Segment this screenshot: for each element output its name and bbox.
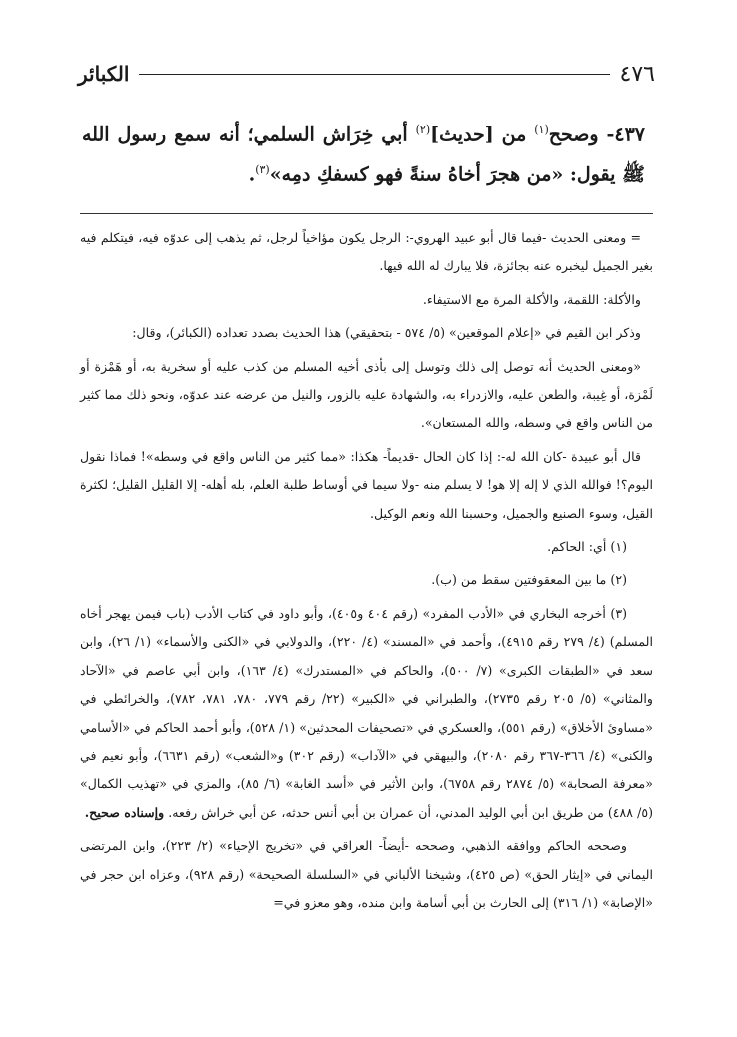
footnote-3 — [80, 600, 653, 827]
hadith-text-part3: أبي خِرَاش السلمي؛ أنه سمع رسول الله ﷺ يقول: «من هجرَ أخاهُ سنةً فهو كسفكِ دمِه» — [82, 123, 645, 186]
note-paragraph-2: والأكلة: اللقمة، والأكلة المرة مع الاستيفاء. — [422, 291, 641, 307]
page-number: ٤٧٦ — [619, 61, 655, 87]
note-paragraph-3: وذكر ابن القيم في «إعلام الموقعين» (٥/ ٥٧٤ - بتحقيقي) هذا الحديث بصدد تعداده (الكبائر)، وقال: — [132, 325, 641, 341]
page-header — [78, 54, 655, 94]
hadith-text — [82, 112, 645, 193]
footnote-3-verdict: وإسناده صحيح. — [84, 804, 165, 820]
note-paragraph-6: وصححه الحاكم ووافقه الذهبي، وصححه -أيضاً- العراقي في «تخريج الإحياء» (٢/ ٢٢٣)، وابن المرتضى اليماني في «إيثار الحق» (ص ٤٢٥)، وشيخنا الألباني في «السلسلة الصحيحة» (رقم ٩٢٨)، وعزاه ابن حجر في «الإصابة» (١/ ٣١٦) إلى الحارث بن أبي أسامة وابن منده، وهو معزو في= — [80, 838, 654, 910]
note-paragraph-1: = ومعنى الحديث -فيما قال أبو عبيد الهروي-: الرجل يكون مؤاخياً لرجل، ثم يذهب إلى عدوّه فيه، فيتكلم فيه بغير الجميل ليخبره عنه بجائزة، فلا يبارك له الله فيها. — [80, 230, 653, 274]
hadith-text-end: . — [248, 163, 256, 186]
footnote-1: (١) أي: الحاكم. — [547, 539, 627, 555]
footnotes — [80, 224, 653, 922]
note-paragraph-4: «ومعنى الحديث أنه توصل إلى ذلك وتوسل إلى بأذى أخيه المسلم من كذب عليه أو سخرية به، أو هَمْزة أو لَمْزة، أو غِيبة، والطعن عليه، والازدراء به، والشهادة عليه بالزور، والنيل من عرضه عند عدوّه، ونحو ذلك مما كثير من الناس واقع في وسطه، والله المستعان». — [80, 358, 653, 431]
footnote-ref-3: (٣) — [255, 163, 270, 177]
hadith-number-and-verb: ٤٣٧- وصحح — [548, 123, 646, 146]
footnote-ref-2: (٢) — [415, 123, 431, 136]
footnote-3-body: (٣) أخرجه البخاري في «الأدب المفرد» (رقم ٤٠٤ و٤٠٥)، وأبو داود في كتاب الأدب (باب فيمن يهجر أخاه المسلم) (٤/ ٢٧٩ رقم ٤٩١٥)، وأحمد في «المسند» (٤/ ٢٢٠)، والدولابي في «الكنى والأسماء» (١/ ٢٦)، وابن سعد في «الطبقات الكبرى» (٧/ ٥٠٠)، والحاكم في «المستدرك» (٤/ ١٦٣)، وابن أبي عاصم في «الآحاد والمثاني» (٥/ ٢٠٥ رقم ٢٧٣٥)، والطبراني في «الكبير» (٢٢/ رقم ٧٧٩، ٧٨٠، ٧٨١، ٧٨٢)، والخرائطي في «مساوئ الأخلاق» (رقم ٥٥١)، والعسكري في «تصحيفات المحدثين» (١/ ٥٢٨)، وأبو أحمد الحاكم في «الأسامي والكنى» (٤/ ٣٦٦-٣٦٧ رقم ٢٠٨٠)، والبيهقي في «الآداب» (رقم ٣٠٢) و«الشعب» (رقم ٦٦٣١)، وأبو نعيم في «معرفة الصحابة» (٥/ ٢٨٧٤ رقم ٦٧٥٨)، وابن الأثير في «أسد الغابة» (٦/ ٨٥)، والمزي في «تهذيب الكمال» (٥/ ٤٨٨) من طريق ابن أبي الوليد المدني، أن عمران بن أبي أنس حدثه، عن أبي خراش رفعه. — [80, 605, 654, 820]
footnote-2: (٢) ما بين المعقوفتين سقط من (ب). — [431, 572, 627, 588]
footnote-ref-1: (١) — [534, 123, 549, 136]
hadith-text-part2: من [حديث] — [430, 123, 535, 146]
running-title: الكبائر — [78, 62, 130, 86]
footnote-separator — [80, 213, 653, 214]
header-rule — [139, 74, 609, 75]
note-paragraph-5: قال أبو عبيدة -كان الله له-: إذا كان الحال -قديماً- هكذا: «مما كثير من الناس واقع في وسطه»! فماذا نقول اليوم؟! فوالله الذي لا إله إلا هو! لا يسلم منه -ولا سيما في أوساط طلبة العلم، بله أهله- إلا القليل القليل؛ لكثرة القيل، وسوء الصنيع والجميل، وحسبنا الله ونعم الوكيل. — [80, 448, 653, 521]
